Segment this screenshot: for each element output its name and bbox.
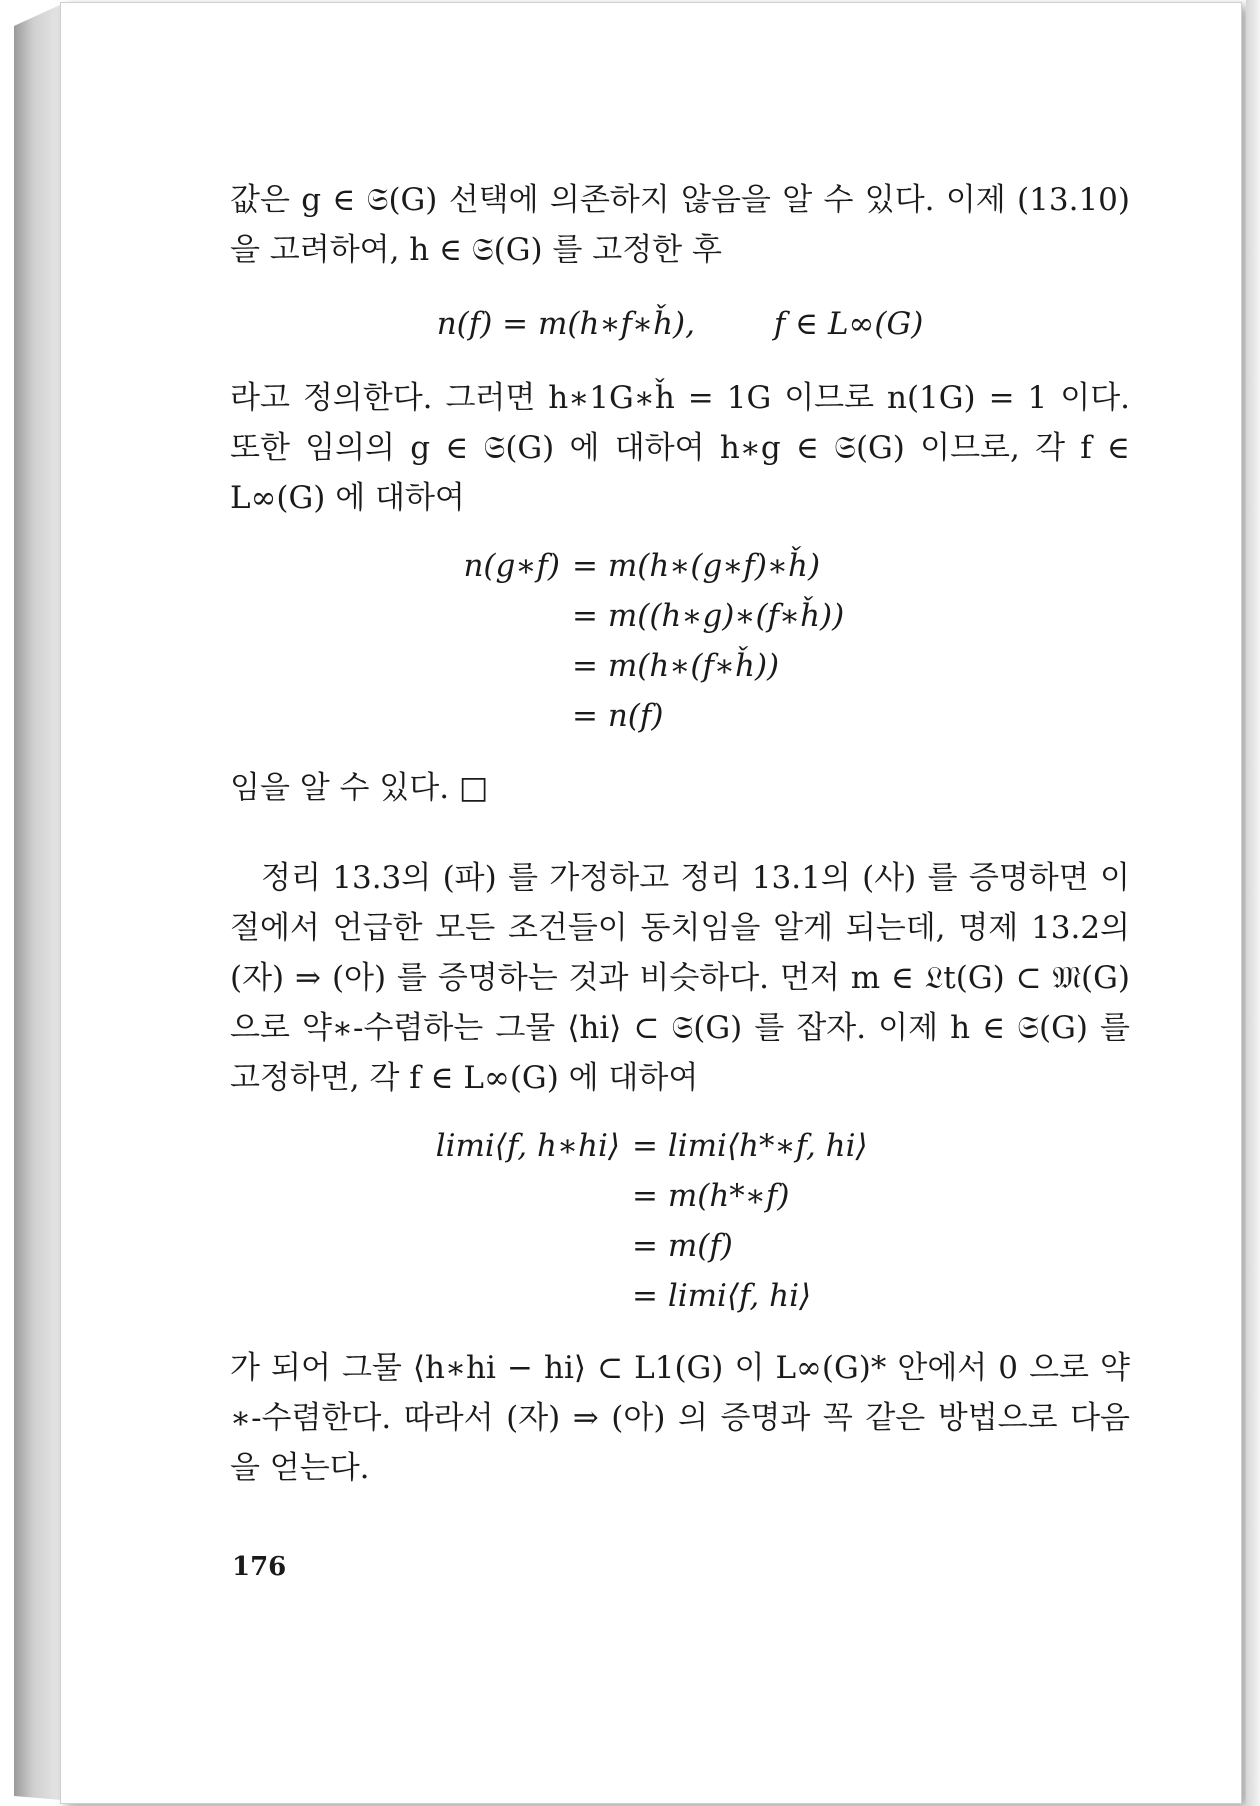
equation-row: [230, 541, 1130, 591]
equation-row: [230, 1271, 1130, 1321]
equation-rhs: = n(f): [572, 698, 664, 734]
equation-rhs: = limi⟨f, hi⟩: [632, 1278, 812, 1314]
equation-row: [230, 1121, 1130, 1171]
equation-rhs: = m(h∗(g∗f)∗ȟ): [572, 548, 821, 584]
equation-rhs: = m((h∗g)∗(f∗ȟ)): [572, 598, 845, 634]
equation-row: [230, 591, 1130, 641]
equation-block-1: [230, 541, 1130, 741]
page-number: 176: [232, 1552, 287, 1582]
equation-row: [230, 1171, 1130, 1221]
equation-rhs: = m(f): [632, 1228, 733, 1264]
equation-row: [230, 641, 1130, 691]
page-content: [230, 175, 1130, 1493]
paragraph-5: 가 되어 그물 ⟨h∗hi − hi⟩ ⊂ L1(G) 이 L∞(G)* 안에서 0 으로 약∗-수렴한다. 따라서 (자) ⇒ (아) 의 증명과 꼭 같은 방법으로 다음을 얻는다.: [230, 1350, 1130, 1486]
equation-rhs: = limi⟨h*∗f, hi⟩: [632, 1128, 868, 1164]
equation-lhs: n(g∗f): [463, 548, 560, 584]
paragraph-3: 임을 알 수 있다. □: [230, 770, 489, 806]
equation-row: [230, 1221, 1130, 1271]
equation-block-2: [230, 1121, 1130, 1321]
book-spine: [14, 4, 62, 1800]
equation-row: [230, 691, 1130, 741]
equation-lhs: limi⟨f, h∗hi⟩: [435, 1128, 620, 1164]
equation-rhs: = m(h*∗f): [632, 1178, 790, 1214]
paragraph-1: 값은 g ∈ 𝔖(G) 선택에 의존하지 않음을 알 수 있다. 이제 (13.10) 을 고려하여, h ∈ 𝔖(G) 를 고정한 후: [230, 182, 1130, 268]
paragraph-2: 라고 정의한다. 그러면 h∗1G∗ȟ = 1G 이므로 n(1G) = 1 이다. 또한 임의의 g ∈ 𝔖(G) 에 대하여 h∗g ∈ 𝔖(G) 이므로, 각 f ∈ L∞(G) 에 대하여: [230, 380, 1130, 516]
equation-rhs: = m(h∗(f∗ȟ)): [572, 648, 780, 684]
page-edge: [1246, 0, 1260, 1806]
equation-definition: n(f) = m(h∗f∗ȟ), f ∈ L∞(G): [436, 306, 924, 342]
paragraph-4: 정리 13.3의 (파) 를 가정하고 정리 13.1의 (사) 를 증명하면 이 절에서 언급한 모든 조건들이 동치임을 알게 되는데, 명제 13.2의 (자) ⇒ (아) 를 증명하는 것과 비슷하다. 먼저 m ∈ 𝔏t(G) ⊂ 𝔐(G) 으로 약∗-수렴하는 그물 ⟨hi⟩ ⊂ 𝔖(G) 를 잡자. 이제 h ∈ 𝔖(G) 를 고정하면, 각 f ∈ L∞(G) 에 대하여: [230, 860, 1130, 1096]
